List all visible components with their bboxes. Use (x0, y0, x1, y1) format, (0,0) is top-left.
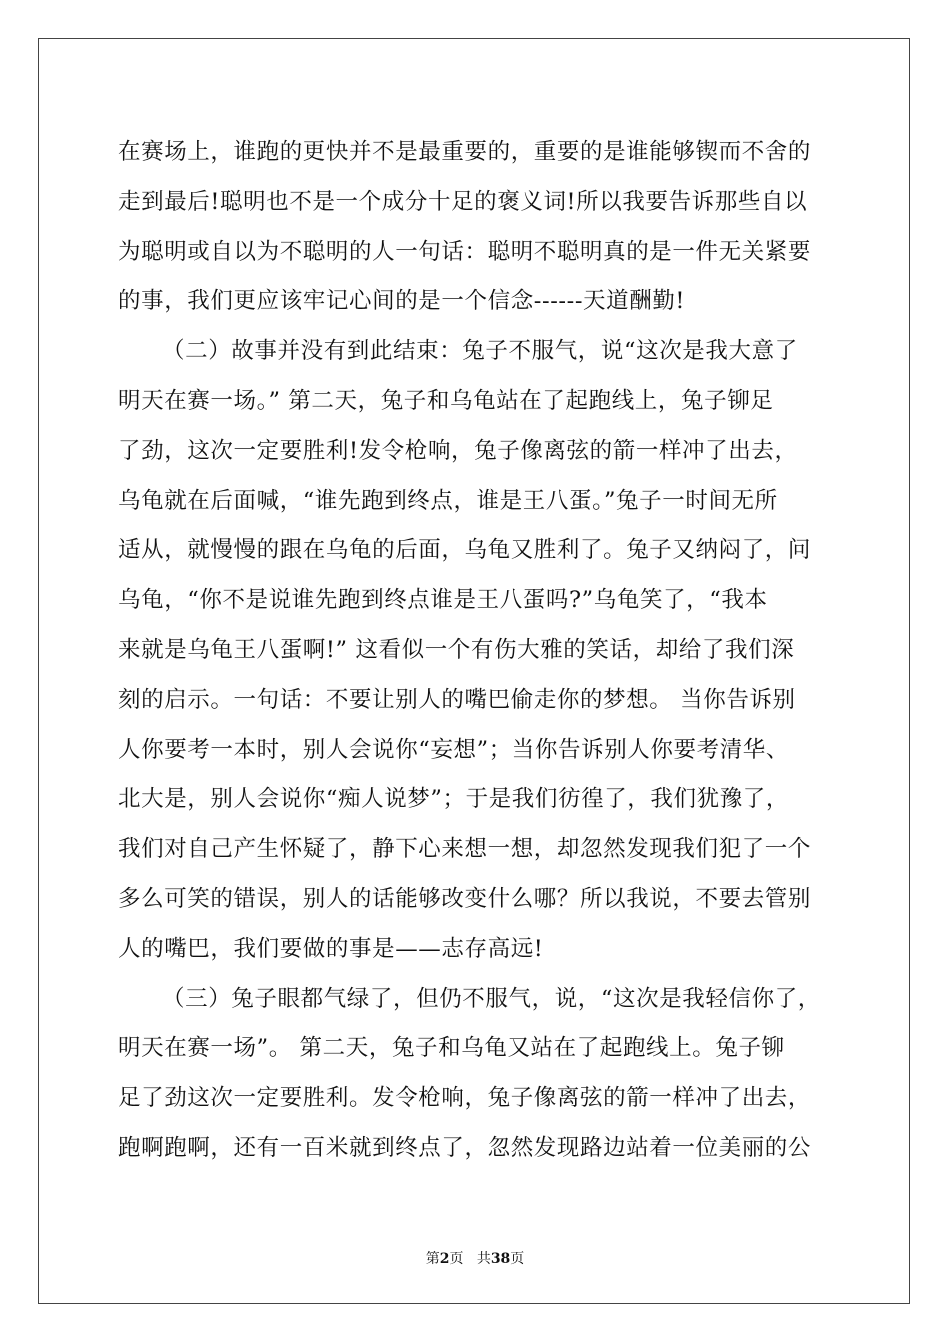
document-body (118, 128, 834, 1174)
text-line: 来就是乌龟王八蛋啊!” 这看似一个有伤大雅的笑话，却给了我们深 (118, 636, 795, 663)
text-line: 走到最后!聪明也不是一个成分十足的褒义词!所以我要告诉那些自以 (118, 188, 808, 215)
text-line: 为聪明或自以为不聪明的人一句话：聪明不聪明真的是一件无关紧要 (118, 238, 812, 265)
page-footer (0, 1248, 950, 1268)
paragraph-start-line: （三）兔子眼都气绿了，但仍不服气，说，“这次是我轻信你了， (162, 985, 821, 1012)
text-line: 刻的启示。一句话：不要让别人的嘴巴偷走你的梦想。 当你告诉别 (118, 686, 796, 713)
text-line: 跑啊跑啊，还有一百米就到终点了，忽然发现路边站着一位美丽的公 (118, 1134, 812, 1161)
text-line: 乌龟，“你不是说谁先跑到终点谁是王八蛋吗?”乌龟笑了，“我本 (118, 587, 768, 614)
text-line: 在赛场上，谁跑的更快并不是最重要的，重要的是谁能够锲而不舍的 (118, 139, 812, 165)
text-line: 了劲，这次一定要胜利!发令枪响，兔子像离弦的箭一样冲了出去， (118, 437, 798, 464)
text-line: 的事，我们更应该牢记心间的是一个信念------天道酬勤! (118, 288, 686, 315)
total-pages: 38 (490, 1251, 511, 1267)
text-line: 人的嘴巴，我们要做的事是——志存高远! (118, 935, 544, 962)
text-line: 明天在赛一场。” 第二天，兔子和乌龟站在了起跑线上，兔子铆足 (118, 387, 774, 414)
page-suffix: 页 (449, 1251, 464, 1267)
paragraph-start-line: （二）故事并没有到此结束：兔子不服气，说“这次是我大意了 (162, 338, 798, 365)
page-number: 2 (439, 1251, 450, 1267)
text-line: 多么可笑的错误，别人的话能够改变什么哪？所以我说，不要去管别 (118, 885, 812, 912)
total-prefix: 共 (476, 1251, 491, 1267)
text-line: 明天在赛一场”。 第二天，兔子和乌龟又站在了起跑线上。兔子铆 (118, 1035, 785, 1062)
text-line: 我们对自己产生怀疑了，静下心来想一想，却忽然发现我们犯了一个 (118, 836, 812, 863)
text-line: 足了劲这次一定要胜利。发令枪响，兔子像离弦的箭一样冲了出去， (118, 1085, 812, 1112)
text-line: 人你要考一本时，别人会说你“妄想”；当你告诉别人你要考清华、 (118, 736, 790, 763)
text-line: 适从，就慢慢的跟在乌龟的后面，乌龟又胜利了。兔子又纳闷了，问 (118, 537, 812, 564)
page-prefix: 第 (425, 1251, 440, 1267)
text-line: 乌龟就在后面喊，“谁先跑到终点，谁是王八蛋。”兔子一时间无所 (118, 487, 778, 514)
text-line: 北大是，别人会说你“痴人说梦”；于是我们彷徨了，我们犹豫了， (118, 786, 790, 813)
total-suffix: 页 (510, 1251, 525, 1267)
